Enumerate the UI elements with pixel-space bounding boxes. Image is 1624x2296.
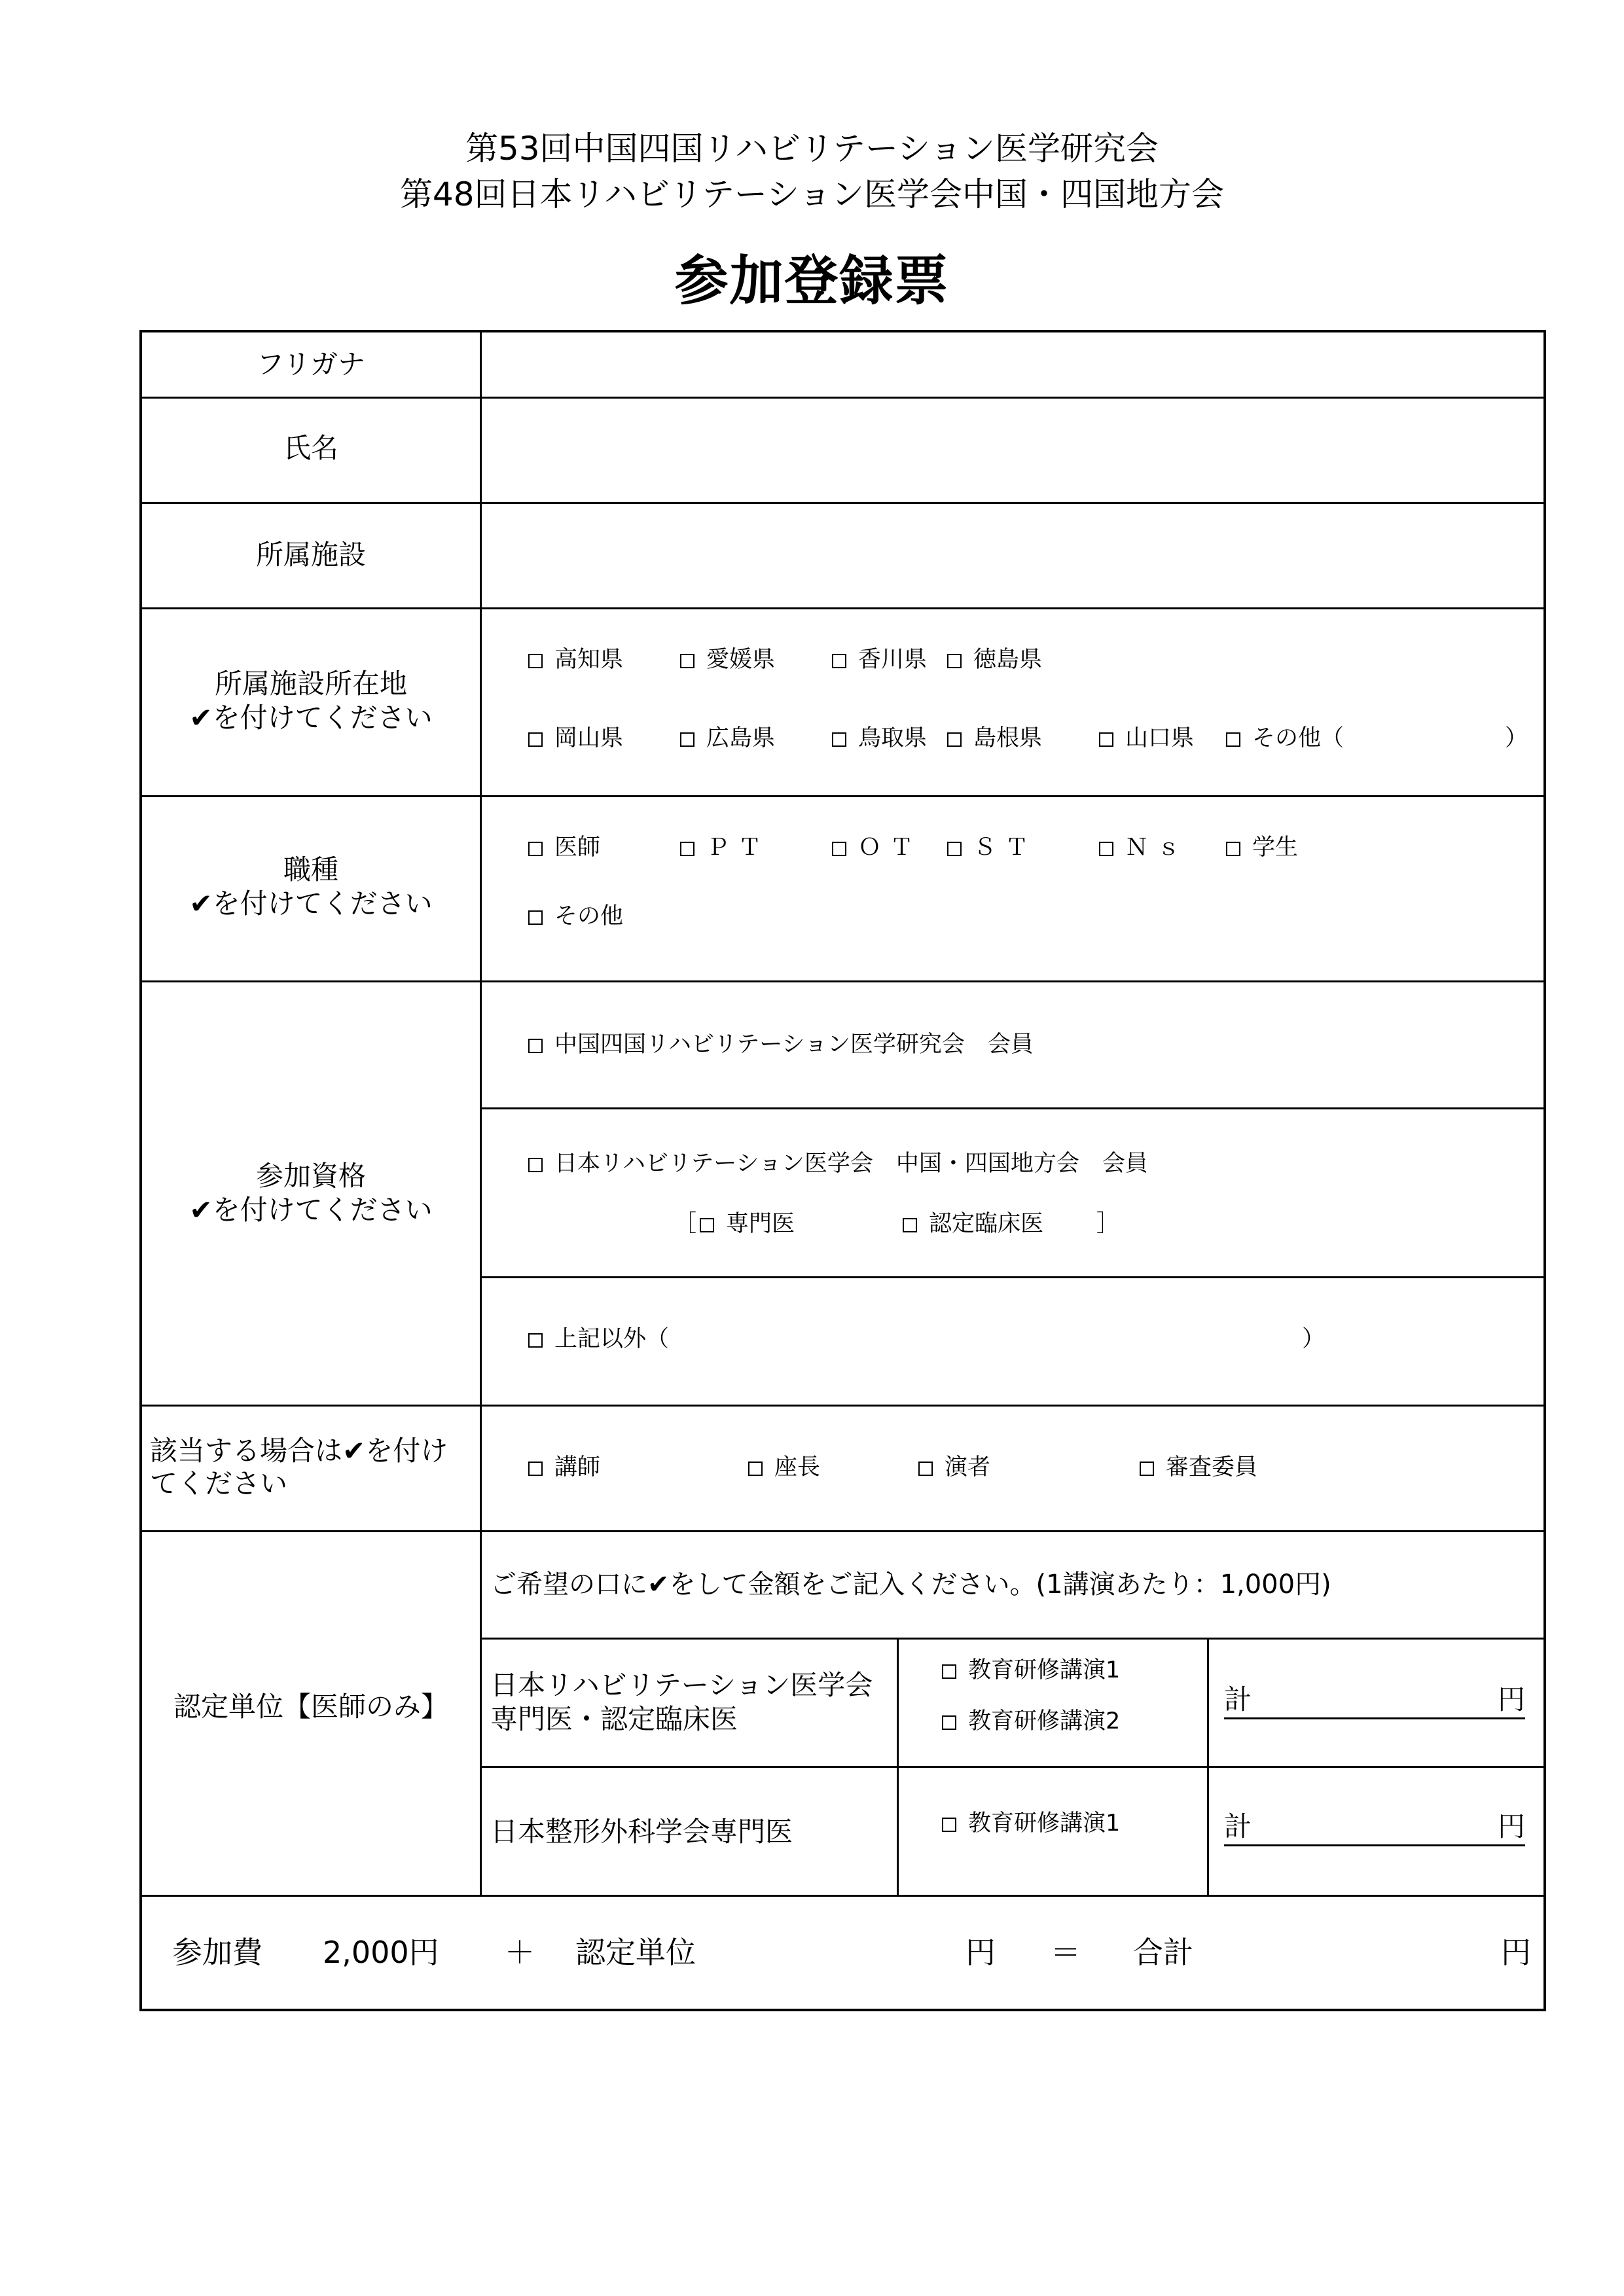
credits-society1-total-label: 計 [1224, 1683, 1252, 1715]
sub-row-divider [480, 1107, 1543, 1109]
occupation-option-ns[interactable]: Ｎｓ [1099, 833, 1189, 862]
occupation-option-other[interactable]: その他 [528, 902, 623, 931]
checkbox-icon [528, 842, 543, 856]
checkbox-icon [832, 732, 846, 747]
location-note: ✔を付けてください [189, 702, 433, 734]
occupation-option-student[interactable]: 学生 [1226, 833, 1298, 862]
role-option-chair[interactable]: 座長 [748, 1453, 820, 1482]
qualification-sub-open-bracket: ［ [674, 1211, 697, 1237]
credits-society1-lecture2[interactable]: 教育研修講演2 [942, 1707, 1120, 1736]
sub-row-divider [480, 1276, 1543, 1278]
checkbox-icon [918, 1462, 933, 1476]
fee-total-label: 合計 [1133, 1935, 1193, 1970]
location-label: 所属施設所在地 [214, 668, 407, 700]
qualification-option-other[interactable]: 上記以外（ [528, 1325, 669, 1354]
qualification-option-chushikoku-member[interactable]: 中国四国リハビリテーション医学研究会 会員 [528, 1030, 1034, 1059]
credits-society2-total-label: 計 [1224, 1810, 1252, 1842]
role-label-line1: 該当する場合は✔を付け [150, 1435, 448, 1467]
fee-plus-sign: ＋ [505, 1935, 535, 1970]
row-divider [142, 1405, 1543, 1407]
row-divider [142, 607, 1543, 609]
location-option-ehime[interactable]: 愛媛県 [680, 645, 775, 674]
credits-society2-lecture1[interactable]: 教育研修講演1 [942, 1809, 1120, 1838]
row-divider [142, 397, 1543, 399]
fee-equals-sign: ＝ [1051, 1935, 1081, 1970]
checkbox-icon [903, 1218, 917, 1232]
location-option-other[interactable]: その他（ [1226, 724, 1344, 753]
role-option-speaker[interactable]: 演者 [918, 1453, 990, 1482]
checkbox-icon [528, 1039, 543, 1053]
role-label-line2: てください [150, 1467, 288, 1499]
credits-instruction: ご希望の口に✔をして金額をご記入ください。(1講演あたり：1,000円) [490, 1570, 1331, 1600]
location-option-tokushima[interactable]: 徳島県 [947, 645, 1042, 674]
column-divider [897, 1638, 899, 1895]
occupation-note: ✔を付けてください [189, 888, 433, 920]
facility-input[interactable] [484, 506, 1540, 605]
fee-label: 参加費 [172, 1935, 262, 1970]
qualification-sub-specialist[interactable]: 専門医 [700, 1210, 795, 1238]
checkbox-icon [680, 654, 695, 668]
credits-society1-line2: 専門医・認定臨床医 [490, 1703, 738, 1735]
checkbox-icon [942, 1664, 956, 1679]
credits-society1-line1: 日本リハビリテーション医学会 [490, 1669, 873, 1701]
occupation-label: 職種 [283, 853, 338, 886]
furigana-input[interactable] [484, 335, 1540, 394]
location-option-tottori[interactable]: 鳥取県 [832, 724, 927, 753]
credits-society2-label: 日本整形外科学会専門医 [490, 1816, 793, 1848]
checkbox-icon [947, 732, 962, 747]
checkbox-icon [680, 842, 695, 856]
role-option-reviewer[interactable]: 審査委員 [1140, 1453, 1257, 1482]
conference-title-2: 第48回日本リハビリテーション医学会中国・四国地方会 [399, 175, 1225, 213]
checkbox-icon [1140, 1462, 1154, 1476]
checkbox-icon [1099, 732, 1113, 747]
qualification-sub-certified[interactable]: 認定臨床医 [903, 1210, 1043, 1238]
occupation-option-pt[interactable]: ＰＴ [680, 833, 770, 862]
checkbox-icon [528, 654, 543, 668]
name-input[interactable] [484, 401, 1540, 500]
facility-label: 所属施設 [255, 539, 366, 571]
furigana-label: フリガナ [257, 348, 365, 380]
checkbox-icon [942, 1715, 956, 1730]
sub-row-divider [480, 1766, 1543, 1768]
checkbox-icon [680, 732, 695, 747]
credits-society1-lecture1[interactable]: 教育研修講演1 [942, 1656, 1120, 1685]
credits-society1-yen: 円 [1497, 1683, 1525, 1715]
fee-credit-yen: 円 [965, 1935, 996, 1970]
credits-label: 認定単位【医師のみ】 [173, 1691, 448, 1723]
checkbox-icon [748, 1462, 763, 1476]
occupation-option-ot[interactable]: ＯＴ [832, 833, 922, 862]
sub-row-divider [480, 1638, 1543, 1640]
location-other-close-paren: ） [1505, 725, 1528, 751]
row-divider [142, 502, 1543, 504]
checkbox-icon [832, 842, 846, 856]
qualification-option-jarm-member[interactable]: 日本リハビリテーション医学会 中国・四国地方会 会員 [528, 1149, 1148, 1178]
checkbox-icon [528, 1158, 543, 1172]
fee-base-amount: 2,000円 [323, 1935, 439, 1970]
location-option-okayama[interactable]: 岡山県 [528, 724, 623, 753]
qualification-note: ✔を付けてください [189, 1194, 433, 1226]
role-option-lecturer[interactable]: 講師 [528, 1453, 600, 1482]
location-option-kagawa[interactable]: 香川県 [832, 645, 927, 674]
location-option-hiroshima[interactable]: 広島県 [680, 724, 775, 753]
credits-society2-total-field[interactable] [1224, 1812, 1525, 1846]
column-divider [480, 332, 482, 1895]
row-divider [142, 795, 1543, 797]
conference-title-1: 第53回中国四国リハビリテーション医学研究会 [465, 130, 1159, 168]
checkbox-icon [700, 1218, 714, 1232]
checkbox-icon [1099, 842, 1113, 856]
row-divider [142, 1895, 1543, 1897]
form-title: 参加登録票 [674, 250, 950, 312]
fee-total-yen: 円 [1501, 1935, 1531, 1970]
row-divider [142, 980, 1543, 982]
registration-form [139, 330, 1546, 2011]
checkbox-icon [528, 732, 543, 747]
checkbox-icon [947, 654, 962, 668]
checkbox-icon [528, 1333, 543, 1348]
checkbox-icon [942, 1818, 956, 1832]
checkbox-icon [1226, 842, 1240, 856]
row-divider [142, 1530, 1543, 1532]
checkbox-icon [947, 842, 962, 856]
checkbox-icon [1226, 732, 1240, 747]
fee-credit-amount-field[interactable] [731, 1916, 954, 1988]
location-option-kochi[interactable]: 高知県 [528, 645, 623, 674]
occupation-option-st[interactable]: ＳＴ [947, 833, 1038, 862]
fee-total-amount-field[interactable] [1229, 1916, 1490, 1988]
checkbox-icon [528, 1462, 543, 1476]
qualification-label: 参加資格 [255, 1160, 366, 1192]
qualification-sub-close-bracket: ］ [1096, 1211, 1120, 1237]
checkbox-icon [528, 910, 543, 925]
location-option-shimane[interactable]: 島根県 [947, 724, 1042, 753]
credits-society2-yen: 円 [1497, 1810, 1525, 1842]
qualification-other-close-paren: ） [1302, 1326, 1326, 1352]
credits-society1-total-field[interactable] [1224, 1685, 1525, 1719]
name-label: 氏名 [283, 432, 338, 464]
column-divider [1207, 1638, 1209, 1895]
fee-credit-label: 認定単位 [575, 1935, 696, 1970]
checkbox-icon [832, 654, 846, 668]
occupation-option-doctor[interactable]: 医師 [528, 833, 600, 862]
location-option-yamaguchi[interactable]: 山口県 [1099, 724, 1194, 753]
